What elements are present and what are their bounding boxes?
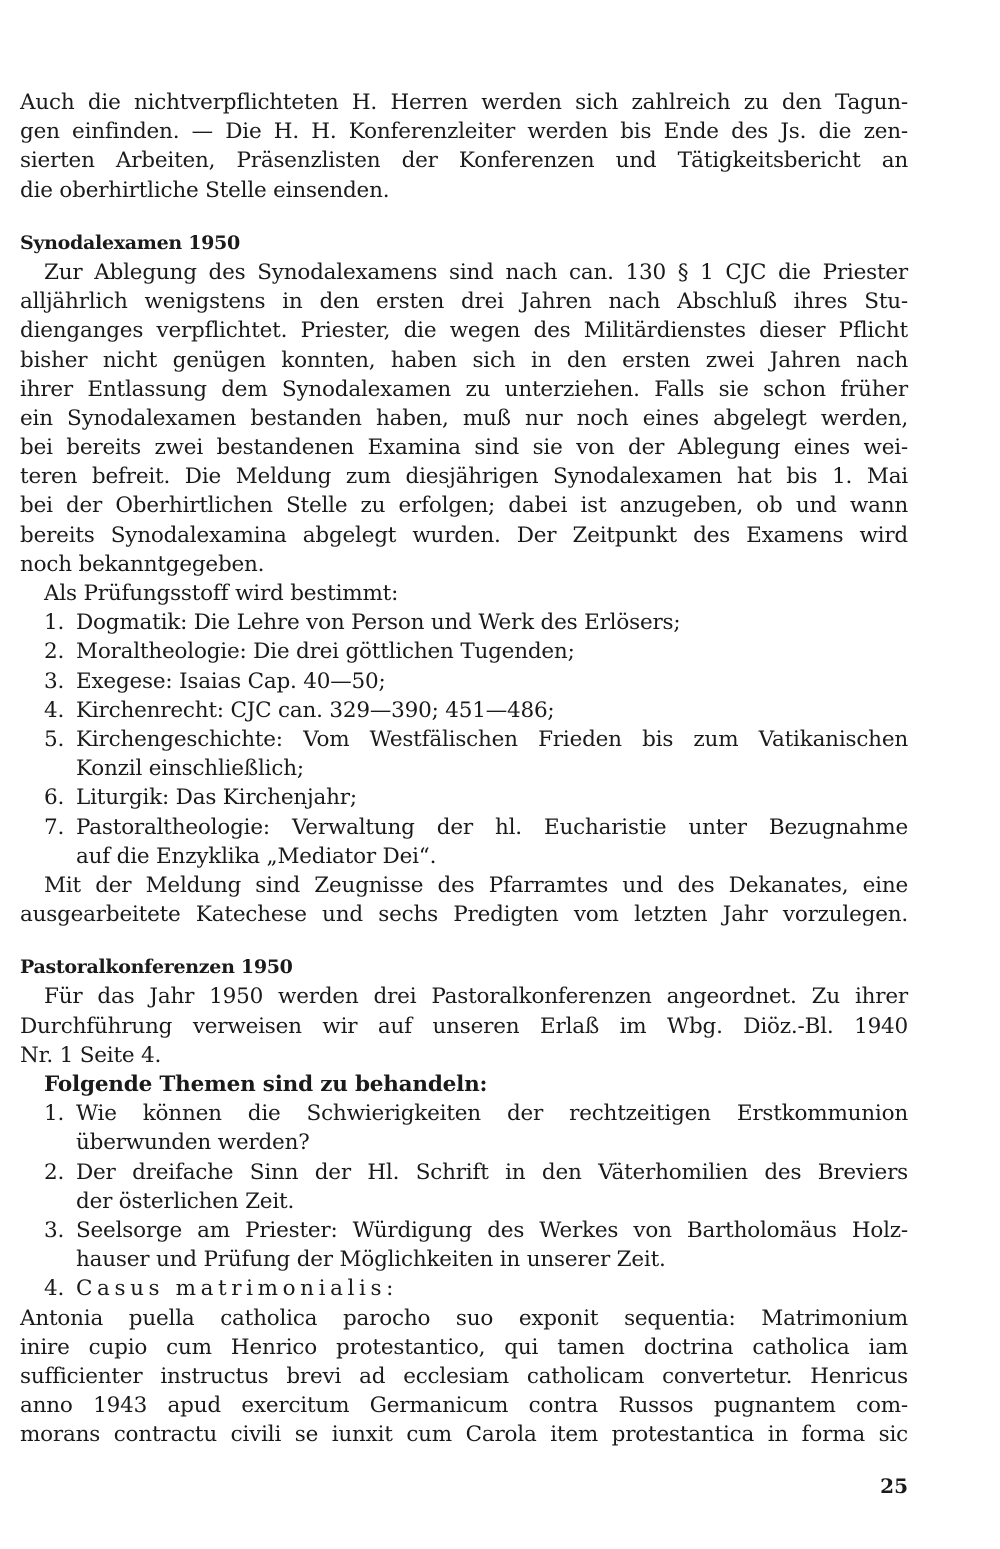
list-text: Liturgik: Das Kirchenjahr;	[76, 785, 357, 811]
list-number: 3.	[44, 1217, 65, 1243]
list-item	[20, 608, 908, 637]
list-number: 1.	[44, 610, 65, 636]
list-item	[20, 667, 908, 696]
text-line: gen einfinden. — Die H. H. Konferenzleiter werden bis Ende des Js. die zen-	[20, 119, 908, 145]
text-line: bereits Synodalexamina abgelegt wurden. Der Zeitpunkt des Examens wird	[20, 522, 908, 548]
text-line: Durchführung verweisen wir auf unseren Erlaß im Wbg. Diöz.-Bl. 1940	[20, 1013, 908, 1039]
list-item	[20, 637, 908, 666]
text-line: inire cupio cum Henrico protestantico, qui tamen doctrina catholica iam	[20, 1334, 908, 1360]
list-text-continuation: Konzil einschließlich;	[76, 756, 304, 782]
list-number: 4.	[44, 1276, 65, 1302]
list-item	[20, 783, 908, 812]
text-line: morans contractu civili se iunxit cum Carola item protestantica in forma sic	[20, 1422, 908, 1448]
text-line: Auch die nichtverpflichteten H. Herren werden sich zahlreich zu den Tagun-	[20, 90, 908, 115]
list-text: Seelsorge am Priester: Würdigung des Werkes von Bartholomäus Holz-	[76, 1217, 908, 1243]
text-line: Antonia puella catholica parocho suo exponit sequentia: Matrimonium	[20, 1305, 908, 1331]
text-line: dienganges verpflichtet. Priester, die wegen des Militärdienstes dieser Pflicht	[20, 318, 908, 344]
text-line: sierten Arbeiten, Präsenzlisten der Konferenzen und Tätigkeitsbericht an	[20, 148, 908, 174]
list-number: 3.	[44, 668, 65, 694]
list-number: 2.	[44, 639, 65, 665]
list-number: 7.	[44, 814, 65, 840]
list-item	[20, 813, 908, 842]
text-line: Nr. 1 Seite 4.	[20, 1042, 162, 1068]
pastoral-section	[20, 953, 908, 1449]
list-text-continuation: überwunden werden?	[76, 1130, 310, 1156]
themes-list	[20, 1099, 908, 1303]
text-line: anno 1943 apud exercitum Germanicum contra Russos pugnantem com-	[20, 1393, 908, 1419]
section-heading: Synodalexamen 1950	[20, 231, 240, 254]
list-number: 5.	[44, 726, 65, 752]
list-text: Kirchenrecht: CJC can. 329—390; 451—486;	[76, 697, 555, 723]
list-item	[20, 1274, 908, 1303]
list-text-continuation: der österlichen Zeit.	[76, 1188, 295, 1214]
text-line: Für das Jahr 1950 werden drei Pastoralkonferenzen angeordnet. Zu ihrer	[44, 984, 908, 1010]
text-line: noch bekanntgegeben.	[20, 551, 265, 577]
subject-list	[20, 608, 908, 871]
text-line: ausgearbeitete Katechese und sechs Predigten vom letzten Jahr vorzulegen.	[20, 902, 908, 928]
list-text: Kirchengeschichte: Vom Westfälischen Frieden bis zum Vatikanischen	[76, 726, 908, 752]
document-page	[20, 88, 908, 1449]
list-item	[20, 1158, 908, 1187]
list-number: 2.	[44, 1159, 65, 1185]
list-text-continuation: hauser und Prüfung der Möglichkeiten in unserer Zeit.	[76, 1247, 666, 1273]
text-line: ein Synodalexamen bestanden haben, muß nur noch eines abgelegt werden,	[20, 405, 908, 431]
text-line: Zur Ablegung des Synodalexamens sind nach can. 130 § 1 CJC die Priester	[44, 259, 908, 285]
text-line: Mit der Meldung sind Zeugnisse des Pfarramtes und des Dekanates, eine	[44, 872, 908, 898]
list-number: 4.	[44, 697, 65, 723]
text-line: teren befreit. Die Meldung zum diesjährigen Synodalexamen hat bis 1. Mai	[20, 464, 908, 490]
themes-heading: Folgende Themen sind zu behandeln:	[44, 1072, 488, 1097]
list-text: Moraltheologie: Die drei göttlichen Tugenden;	[76, 639, 575, 665]
list-text: Pastoraltheologie: Verwaltung der hl. Eucharistie unter Bezugnahme	[76, 814, 908, 840]
text-line: bei der Oberhirtlichen Stelle zu erfolgen; dabei ist anzugeben, ob und wann	[20, 493, 908, 519]
text-line: ihrer Entlassung dem Synodalexamen zu unterziehen. Falls sie schon früher	[20, 376, 908, 402]
list-item	[20, 696, 908, 725]
text-line: die oberhirtliche Stelle einsenden.	[20, 177, 390, 203]
list-number: 1.	[44, 1101, 65, 1127]
list-text: Dogmatik: Die Lehre von Person und Werk des Erlösers;	[76, 610, 681, 636]
subject-intro: Als Prüfungsstoff wird bestimmt:	[44, 581, 399, 606]
list-text: Wie können die Schwierigkeiten der rechtzeitigen Erstkommunion	[76, 1101, 908, 1127]
list-number: 6.	[44, 785, 65, 811]
list-text-continuation: auf die Enzyklika „Mediator Dei“.	[76, 843, 437, 869]
list-text: Der dreifache Sinn der Hl. Schrift in den Väterhomilien des Breviers	[76, 1159, 908, 1185]
casus-label: Casus matrimonialis:	[76, 1276, 398, 1302]
synodal-section	[20, 229, 908, 930]
list-text: Exegese: Isaias Cap. 40—50;	[76, 668, 386, 694]
list-item	[20, 725, 908, 754]
list-item	[20, 1099, 908, 1128]
intro-paragraph	[20, 88, 908, 205]
text-line: bisher nicht genügen konnten, haben sich in den ersten zwei Jahren nach	[20, 347, 908, 373]
text-line: bei bereits zwei bestandenen Examina sind sie von der Ablegung eines wei-	[20, 435, 908, 461]
text-line: sufficienter instructus brevi ad ecclesiam catholicam convertetur. Henricus	[20, 1363, 908, 1389]
text-line: alljährlich wenigstens in den ersten drei Jahren nach Abschluß ihres Stu-	[20, 289, 908, 315]
list-item	[20, 1216, 908, 1245]
page-number: 25	[880, 1474, 908, 1498]
section-heading: Pastoralkonferenzen 1950	[20, 956, 293, 979]
